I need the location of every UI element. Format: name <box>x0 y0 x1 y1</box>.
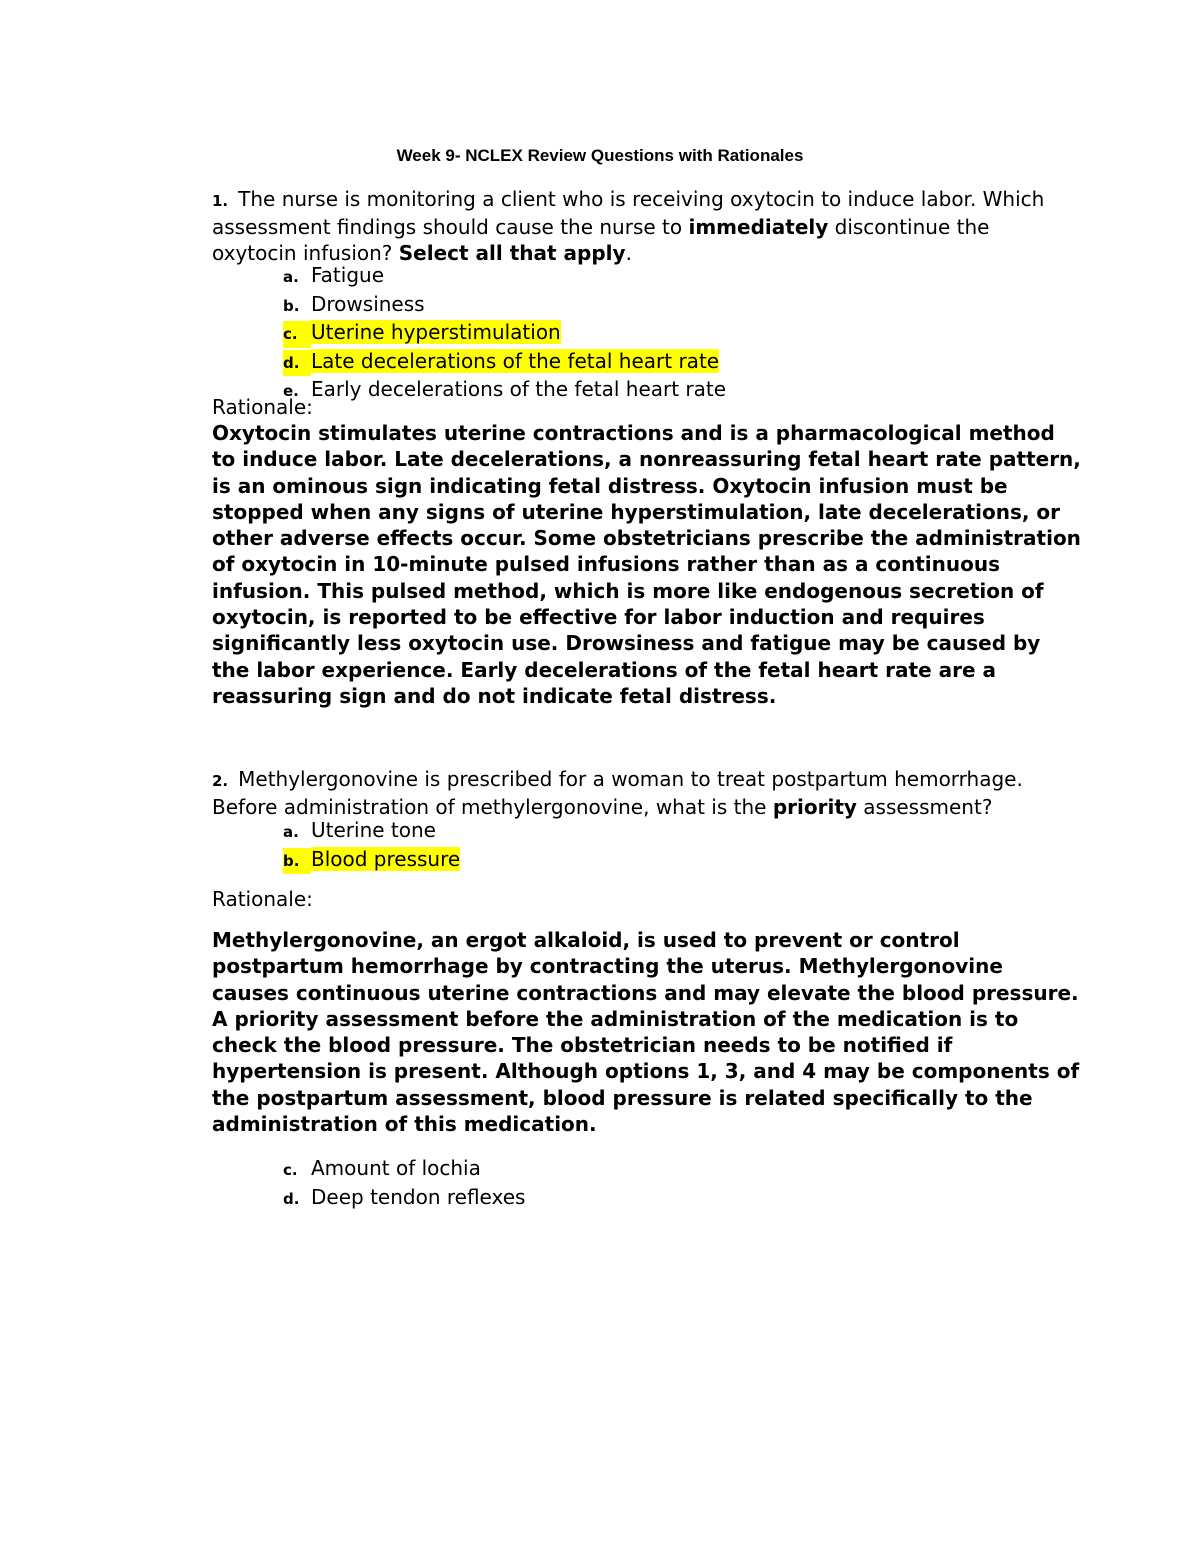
option-d-correct <box>283 348 983 377</box>
rationale-text: Methylergonovine, an ergot alkaloid, is used to prevent or control postpartum hemorrhage by contracting the uterus. Methylergonovine causes continuous uterine contractions and may elevate the blood pressure. A priority assessment before the administration of the medication is to check the blood pressure. The obstetrician needs to be notified if hypertension is present. Although options 1, 3, and 4 may be components of the postpartum assessment, blood pressure is related specifically to the administration of this medication. <box>212 928 1080 1137</box>
document-title: Week 9- NCLEX Review Questions with Rationales <box>396 146 804 165</box>
option-letter: a. <box>283 823 299 841</box>
question-instruction: Select all that apply <box>398 241 626 265</box>
option-letter: c. <box>283 1161 298 1179</box>
option-text-highlighted: Blood pressure <box>311 846 461 871</box>
rationale-text: Oxytocin stimulates uterine contractions and is a pharmacological method to induce labor. Late decelerations, a nonreassuring fetal heart rate pattern, is an ominous sign indicating fetal distress. Oxytocin infusion must be stopped when any signs of uterine hyperstimulation, late decelerations, or other adverse effects occur. Some obstetricians prescribe the administration of oxytocin in 10-minute pulsed infusions rather than as a continuous infusion. This pulsed method, which is more like endogenous secretion of oxytocin, is reported to be effective for labor induction and requires significantly less oxytocin use. Drowsiness and fatigue may be caused by the labor experience. Early decelerations of the fetal heart rate are a reassuring sign and do not indicate fetal distress. <box>212 421 1081 708</box>
question-text: . <box>625 241 632 265</box>
option-letter: d. <box>283 350 311 377</box>
option-d <box>283 1184 983 1213</box>
question-text: The nurse is monitoring a client who is receiving oxytocin to induce labor. Which assessment findings should cause the nurse to <box>212 187 1045 239</box>
option-c-correct <box>283 319 983 348</box>
option-letter: a. <box>283 268 299 286</box>
question-1-stem <box>212 186 1072 266</box>
option-letter: c. <box>283 321 311 348</box>
option-text: Drowsiness <box>311 291 425 316</box>
option-text: Early decelerations of the fetal heart rate <box>311 377 727 401</box>
option-letter: d. <box>283 1189 300 1208</box>
question-emphasis: priority <box>772 795 857 819</box>
question-text: Methylergonovine is prescribed for a woman to treat postpartum hemorrhage. Before administration of methylergonovine, what is the <box>212 767 1023 819</box>
option-text-highlighted: Uterine hyperstimulation <box>311 320 561 344</box>
option-letter: b. <box>283 296 300 315</box>
question-2-stem <box>212 766 1072 820</box>
question-number: 2. <box>212 772 229 790</box>
option-e <box>283 376 983 405</box>
rationale-label: Rationale: <box>212 395 313 419</box>
option-a <box>283 817 983 846</box>
option-b <box>283 291 983 320</box>
question-text: discontinue the oxytocin infusion? <box>212 215 990 265</box>
option-text: Deep tendon reflexes <box>311 1184 526 1209</box>
option-c <box>283 1155 983 1184</box>
question-number: 1. <box>212 192 229 210</box>
option-letter: e. <box>283 382 299 400</box>
option-b-correct <box>283 846 983 875</box>
option-text: Uterine tone <box>311 818 436 842</box>
option-text-highlighted: Late decelerations of the fetal heart rate <box>311 348 720 373</box>
question-2-options-bottom <box>283 1155 983 1212</box>
option-a <box>283 262 983 291</box>
rationale-label: Rationale: <box>212 887 313 911</box>
question-emphasis: immediately <box>688 215 829 239</box>
option-text: Fatigue <box>311 263 384 287</box>
option-text: Amount of lochia <box>311 1156 481 1180</box>
question-2-options-top <box>283 817 983 874</box>
option-letter: b. <box>283 848 311 875</box>
question-1-options <box>283 262 983 405</box>
question-text: assessment? <box>856 795 993 819</box>
